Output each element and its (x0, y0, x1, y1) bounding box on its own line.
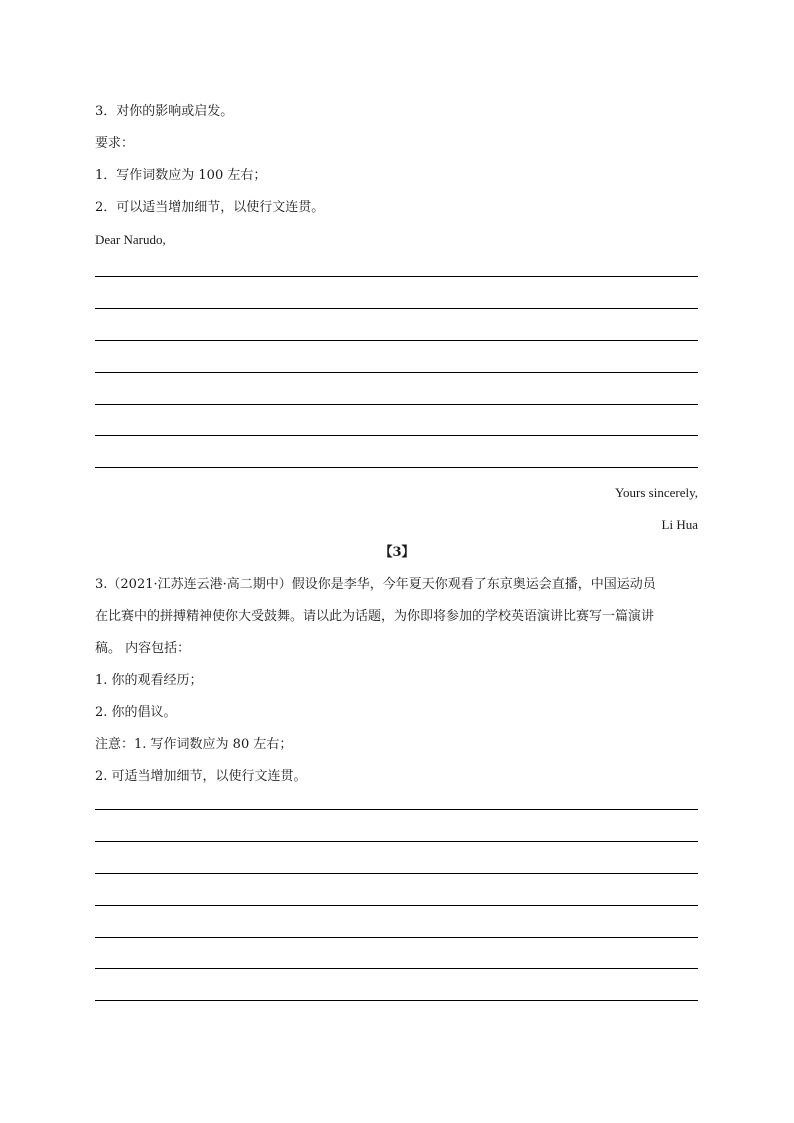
letter-salutation: Dear Narudo, (95, 232, 166, 247)
answer-line[interactable] (95, 467, 698, 468)
note-1: 注意：1. 写作词数应为 80 左右； (95, 737, 293, 752)
prompt-line-2: 在比赛中的拼搏精神使你大受鼓舞。请以此为话题，为你即将参加的学校英语演讲比赛写一篇演讲 (95, 609, 655, 624)
prompt-line-3: 稿。 内容包括： (95, 641, 191, 656)
answer-line[interactable] (95, 1000, 698, 1001)
answer-line[interactable] (95, 873, 698, 874)
requirement-2: 2．可以适当增加细节，以使行文连贯。 (95, 200, 325, 215)
requirements-label: 要求： (95, 136, 135, 151)
answer-line[interactable] (95, 968, 698, 969)
requirement-1: 1．写作词数应为 100 左右； (95, 168, 267, 183)
letter-closing: Yours sincerely, (614, 485, 698, 500)
note-2: 2. 可适当增加细节，以使行文连贯。 (95, 769, 307, 784)
section-heading: 【3】 (379, 545, 415, 560)
answer-line[interactable] (95, 404, 698, 405)
answer-line[interactable] (95, 937, 698, 938)
answer-line[interactable] (95, 841, 698, 842)
answer-line[interactable] (95, 276, 698, 277)
answer-line[interactable] (95, 340, 698, 341)
answer-line[interactable] (95, 435, 698, 436)
prompt-line-1: 3.（2021·江苏连云港·高二期中）假设你是李华，今年夏天你观看了东京奥运会直播，中国运动员 (95, 577, 656, 592)
section2-item3: 3．对你的影响或启发。 (95, 104, 234, 119)
answer-line[interactable] (95, 308, 698, 309)
answer-line[interactable] (95, 809, 698, 810)
letter-signature: Li Hua (661, 517, 698, 532)
answer-line[interactable] (95, 905, 698, 906)
content-item-1: 1. 你的观看经历； (95, 673, 203, 688)
content-item-2: 2. 你的倡议。 (95, 705, 177, 720)
answer-line[interactable] (95, 372, 698, 373)
